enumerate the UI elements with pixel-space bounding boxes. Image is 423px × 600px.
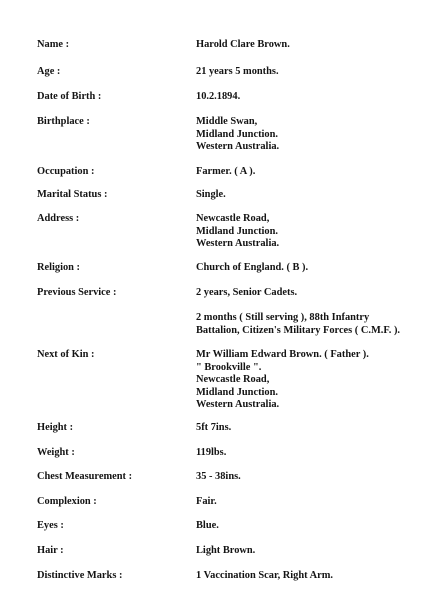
value-line: 10.2.1894. <box>196 91 241 102</box>
field-value <box>196 213 416 251</box>
field-value <box>196 349 416 412</box>
field-label: Chest Measurement : <box>37 471 133 482</box>
value-line: 21 years 5 months. <box>196 66 279 77</box>
field-label: Name : <box>37 39 70 50</box>
field-value <box>196 189 416 202</box>
field-value <box>196 422 416 435</box>
value-line: Mr William Edward Brown. ( Father ). <box>196 349 369 360</box>
field-value <box>196 166 416 179</box>
field-value <box>196 287 416 300</box>
value-line: Western Australia. <box>196 238 280 250</box>
field-value <box>196 312 416 337</box>
field-label: Hair : <box>37 545 64 556</box>
field-label: Eyes : <box>37 520 64 531</box>
value-line: 119lbs. <box>196 447 227 458</box>
value-line: Middle Swan, <box>196 116 258 127</box>
field-label: Marital Status : <box>37 189 108 200</box>
value-line: Church of England. ( B ). <box>196 262 309 273</box>
field-label: Date of Birth : <box>37 91 102 102</box>
field-value <box>196 262 416 275</box>
field-value <box>196 66 416 79</box>
value-line: 2 months ( Still serving ), 88th Infantry <box>196 312 370 323</box>
value-line: Midland Junction. <box>196 128 278 140</box>
value-line: Light Brown. <box>196 545 256 556</box>
value-line: " Brookville ". <box>196 361 262 373</box>
field-value <box>196 471 416 484</box>
value-line: Western Australia. <box>196 399 280 411</box>
value-line: 1 Vaccination Scar, Right Arm. <box>196 570 334 581</box>
value-line: Midland Junction. <box>196 225 278 237</box>
value-line: 2 years, Senior Cadets. <box>196 287 298 298</box>
field-label: Religion : <box>37 262 81 273</box>
value-line: Midland Junction. <box>196 386 278 398</box>
value-line: Blue. <box>196 520 219 531</box>
field-value <box>196 447 416 460</box>
field-label: Weight : <box>37 447 75 458</box>
field-label: Distinctive Marks : <box>37 570 123 581</box>
value-line: Newcastle Road, <box>196 213 270 224</box>
field-value <box>196 545 416 558</box>
value-line: Harold Clare Brown. <box>196 39 290 50</box>
field-value <box>196 91 416 104</box>
field-label: Occupation : <box>37 166 95 177</box>
field-value <box>196 496 416 509</box>
value-line: 35 - 38ins. <box>196 471 241 482</box>
field-label: Height : <box>37 422 74 433</box>
value-line: Newcastle Road, <box>196 374 270 386</box>
field-value <box>196 116 416 154</box>
field-value <box>196 39 416 52</box>
value-line: Western Australia. <box>196 141 280 153</box>
field-label: Birthplace : <box>37 116 90 127</box>
value-line: Battalion, Citizen's Military Forces ( C.M.F. ). <box>196 324 401 336</box>
field-label: Age : <box>37 66 61 77</box>
field-value <box>196 570 416 583</box>
field-label: Previous Service : <box>37 287 117 298</box>
field-value <box>196 520 416 533</box>
value-line: 5ft 7ins. <box>196 422 232 433</box>
field-label: Next of Kin : <box>37 349 95 360</box>
value-line: Farmer. ( A ). <box>196 166 256 177</box>
value-line: Single. <box>196 189 226 200</box>
field-label: Complexion : <box>37 496 97 507</box>
field-label: Address : <box>37 213 80 224</box>
value-line: Fair. <box>196 496 217 507</box>
